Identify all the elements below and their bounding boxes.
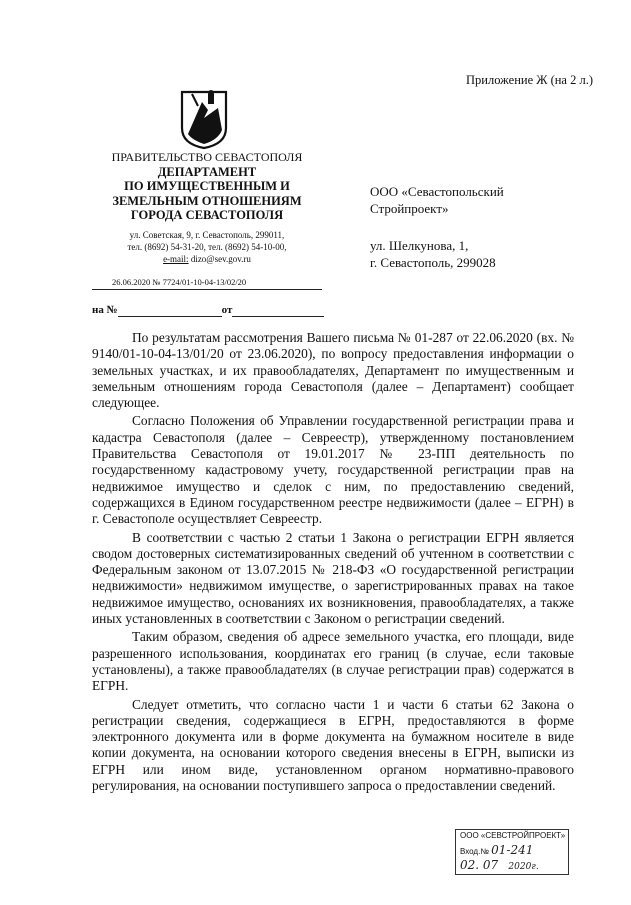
stamp-date-row	[460, 858, 539, 872]
stamp-company: ООО «СЕВСТРОЙПРОЕКТ»	[460, 831, 566, 840]
letter-body	[92, 330, 574, 796]
email-value: dizo@sev.gov.ru	[188, 254, 251, 264]
org-line-4: ЗЕМЕЛЬНЫМ ОТНОШЕНИЯМ	[112, 193, 302, 208]
stamp-number-row	[460, 843, 533, 857]
address-email	[92, 253, 322, 265]
recipient-line-3: ул. Шелкунова, 1,	[370, 238, 469, 253]
organization-block	[92, 150, 322, 223]
sevastopol-emblem-icon	[178, 88, 230, 150]
recipient-company	[370, 183, 504, 217]
org-address	[92, 229, 322, 265]
org-line-2: ДЕПАРТАМЕНТ	[157, 164, 257, 179]
org-line-5: ГОРОДА СЕВАСТОПОЛЯ	[130, 208, 284, 222]
incoming-stamp	[455, 829, 569, 875]
reference-field	[92, 304, 324, 317]
recipient-address	[370, 237, 496, 271]
email-label: e-mail:	[163, 254, 189, 264]
org-line-1: ПРАВИТЕЛЬСТВО СЕВАСТОПОЛЯ	[111, 150, 303, 164]
paragraph: По результатам рассмотрения Вашего письма № 01-287 от 22.06.2020 (вх. № 9140/01-10-04-13/01/20 от 23.06.2020), по вопросу предоставления информации о земельных участках, и их правообладателях, Департамент по имущественным и земельным отношениям города Севастополя (далее – Департамент) сообщает следующее.	[92, 330, 574, 411]
recipient-line-4: г. Севастополь, 299028	[370, 255, 496, 270]
paragraph: Согласно Положения об Управлении государственной регистрации права и кадастра Севастополя (далее – Севреестр), утвержденному постановлением Правительства Севастополя от 19.01.2017 № 23-ПП деятельность по государственному кадастровому учету, государственной регистрации прав на недвижимое имущество и сделок с ним, по предоставлению сведений, содержащихся в Едином государственном реестре недвижимости (далее – ЕГРН) в г. Севастополе осуществляет Севреестр.	[92, 413, 574, 527]
stamp-number-label: Вход.№	[460, 847, 489, 856]
stamp-number-value: 01-241	[491, 843, 534, 857]
registration-number: 26.06.2020 № 7724/01-10-04-13/02/20	[92, 277, 322, 290]
recipient-line-2: Стройпроект»	[370, 201, 449, 216]
address-line-2: тел. (8692) 54-31-20, тел. (8692) 54-10-00,	[127, 242, 287, 252]
paragraph: Таким образом, сведения об адресе земельного участка, его площади, виде разрешенного использования, координатах его границ (в случае, если таковые установлены), а также правообладателях (в случае регистрации прав) содержатся в ЕГРН.	[92, 629, 574, 694]
stamp-date-value: 02. 07	[460, 858, 499, 872]
paragraph: В соответствии с частью 2 статьи 1 Закона о регистрации ЕГРН является сводом достоверных систематизированных сведений об учтенном в соответствии с Федеральным законом от 13.07.2015 № 218-ФЗ «О государственной регистрации недвижимости» недвижимом имуществе, о зарегистрированных правах на такое недвижимое имущество, основаниях их возникновения, правообладателях, а также иных установленных в соответствии с Законом о регистрации сведений.	[92, 529, 574, 627]
org-line-3: ПО ИМУЩЕСТВЕННЫМ И	[124, 179, 290, 193]
appendix-label: Приложение Ж (на 2 л.)	[466, 73, 593, 87]
reference-prefix: на №	[92, 304, 118, 316]
reference-from: от	[221, 304, 233, 316]
paragraph: Следует отметить, что согласно части 1 и части 6 статьи 62 Закона о регистрации сведения, содержащиеся в ЕГРН, предоставляются в форме электронного документа или в форме документа на бумажном носителе в виде копии документа, на основании которого сведения внесены в ЕГРН, выписки из ЕГРН или ином виде, установленном органом нормативно-правового регулирования, на основании поступившего запроса о предоставлении сведений.	[92, 696, 574, 794]
stamp-date-year: 2020г.	[508, 862, 539, 872]
address-line-1: ул. Советская, 9, г. Севастополь, 299011,	[129, 230, 285, 240]
recipient-line-1: ООО «Севастопольский	[370, 184, 504, 199]
